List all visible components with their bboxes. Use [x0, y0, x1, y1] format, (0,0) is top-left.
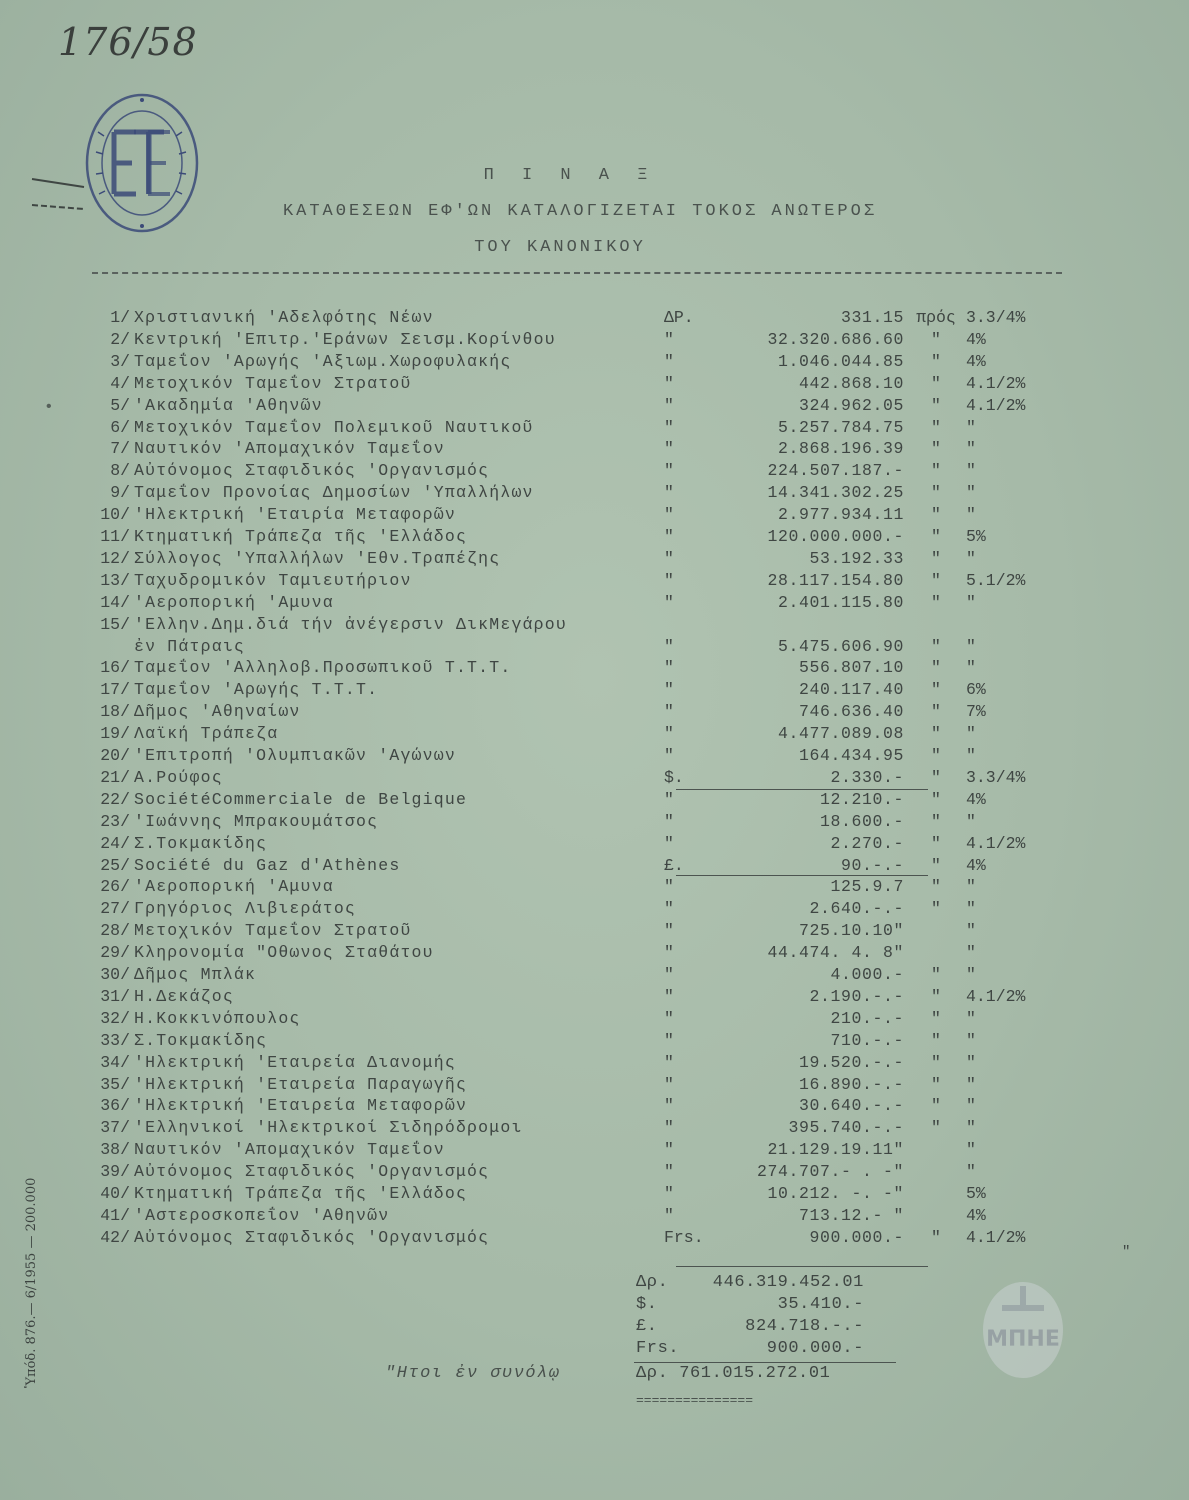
rate-marker: " — [931, 899, 941, 919]
row-number: 14/ — [100, 592, 130, 612]
row-number: 20/ — [100, 746, 130, 765]
depositor-name: Μετοχικόν Ταμεΐον Στρατοῦ — [134, 373, 412, 393]
row-number: 40/ — [100, 1184, 130, 1203]
rate-marker: " — [931, 1030, 941, 1050]
row-number: 34/ — [100, 1052, 130, 1072]
depositor-name: Σύλλογος 'Υπαλλήλων 'Εθν.Τραπέζης — [134, 548, 501, 568]
interest-rate: 4.1/2% — [966, 373, 1026, 393]
amount: 395.740.-.- — [788, 1118, 904, 1138]
depositor-name: Αὐτόνομος Σταφιδικός 'Οργανισμός — [134, 1162, 490, 1182]
rate-marker: " — [931, 439, 941, 459]
depositor-name: Σ.Τοκμακίδης — [134, 1030, 268, 1050]
interest-rate: " — [966, 1118, 976, 1138]
amount: 210.-.- — [830, 1008, 904, 1028]
depositor-name: Δῆμος 'Αθηναίων — [134, 702, 301, 722]
row-number: 13/ — [100, 570, 130, 590]
amount: 44.474. 4. 8" — [767, 943, 904, 963]
amount: 746.636.40 — [798, 702, 904, 722]
row-number: 32/ — [100, 1008, 130, 1028]
depositor-name: Η.Κοκκινόπουλος — [134, 1008, 301, 1028]
amount: 556.807.10 — [798, 658, 904, 678]
rate-marker: " — [931, 548, 941, 568]
rate-marker: " — [931, 483, 941, 503]
amount: 5.475.606.90 — [777, 636, 904, 656]
currency: " — [664, 680, 674, 700]
interest-rate: " — [966, 1030, 976, 1050]
depositor-name: 'Ηλεκτρική 'Εταιρεία Μεταφορῶν — [134, 1096, 468, 1116]
row-number: 23/ — [100, 811, 130, 831]
margin-quote-mark: " — [1122, 1244, 1131, 1260]
interest-rate: " — [966, 1162, 976, 1182]
document-subtitle-2: ΤΟΥ ΚΑΝΟΝΙΚΟΥ — [474, 238, 646, 257]
currency: " — [664, 461, 674, 481]
row-number: 35/ — [100, 1074, 130, 1094]
depositor-name: Ταχυδρομικόν Ταμιευτήριον — [134, 570, 412, 590]
currency: " — [664, 746, 674, 765]
rate-marker: " — [931, 986, 941, 1006]
currency: " — [664, 833, 674, 853]
amount: 5.257.784.75 — [777, 417, 904, 437]
amount: 164.434.95 — [798, 746, 904, 765]
row-number: 33/ — [100, 1030, 130, 1050]
interest-rate: 4.1/2% — [966, 833, 1026, 853]
rate-marker: " — [931, 417, 941, 437]
reference-number: 176/58 — [58, 20, 198, 64]
rate-marker: " — [931, 1118, 941, 1138]
amount: 442.868.10 — [798, 373, 904, 393]
total-currency: Δρ. — [636, 1273, 669, 1292]
grand-total-underline: =============== — [636, 1393, 754, 1408]
depositor-name: Η.Δεκάζος — [134, 986, 234, 1006]
interest-rate: " — [966, 877, 976, 897]
interest-rate: 4.1/2% — [966, 395, 1026, 415]
interest-rate: 7% — [966, 702, 986, 722]
amount: 19.520.-.- — [798, 1052, 904, 1072]
interest-rate: " — [966, 592, 976, 612]
depositor-name: Ταμεΐον Προνοίας Δημοσίων 'Υπαλλήλων — [134, 483, 534, 503]
amount: 90.-.- — [840, 855, 904, 875]
currency: " — [664, 724, 674, 744]
depositor-name: Α.Ρούφος — [134, 767, 223, 787]
amount: 2.401.115.80 — [777, 592, 904, 612]
rate-marker: πρός — [916, 308, 956, 327]
rate-marker: " — [931, 702, 941, 722]
depositor-name: Ταμεΐον 'Αλληλοβ.Προσωπικοῦ Τ.Τ.Τ. — [134, 658, 512, 678]
amount: 2.977.934.11 — [777, 505, 904, 525]
rate-marker: " — [931, 1096, 941, 1116]
depositor-name: Σ.Τοκμακίδης — [134, 833, 268, 853]
total-currency: £. — [636, 1317, 658, 1336]
currency: " — [664, 417, 674, 437]
interest-rate: 6% — [966, 680, 986, 700]
depositor-name: Λαϊκή Τράπεζα — [134, 724, 279, 744]
currency: " — [664, 527, 674, 546]
currency: " — [664, 1008, 674, 1028]
amount: 713.12.- " — [798, 1205, 904, 1225]
row-number: 21/ — [100, 767, 130, 787]
depositor-name: 'Αστεροσκοπεΐον 'Αθηνῶν — [134, 1205, 390, 1225]
amount: 30.640.-.- — [798, 1096, 904, 1116]
rate-marker: " — [931, 461, 941, 481]
currency: " — [664, 1140, 674, 1160]
row-number: 37/ — [100, 1118, 130, 1138]
row-number: 7/ — [110, 439, 130, 459]
interest-rate: 4.1/2% — [966, 986, 1026, 1006]
currency: " — [664, 943, 674, 963]
grand-total-label: "Ητοι ἐν συνόλῳ — [385, 1364, 561, 1383]
currency: £. — [664, 855, 684, 875]
depositor-name: ἐν Πάτραις — [134, 636, 246, 656]
depositor-name: Κτηματική Τράπεζα τῆς 'Ελλάδος — [134, 1184, 468, 1203]
currency: " — [664, 1096, 674, 1116]
interest-rate: " — [966, 724, 976, 744]
row-number: 4/ — [110, 373, 130, 393]
currency: " — [664, 505, 674, 525]
rate-marker: " — [931, 527, 941, 546]
interest-rate: 5% — [966, 527, 986, 546]
rate-marker: " — [931, 877, 941, 897]
depositor-name: Γρηγόριος Λιβιεράτος — [134, 899, 357, 919]
interest-rate: " — [966, 1096, 976, 1116]
currency: " — [664, 811, 674, 831]
row-number: 42/ — [100, 1227, 130, 1247]
currency: " — [664, 1162, 674, 1182]
subtotal-line-pound — [676, 1266, 928, 1267]
currency: " — [664, 592, 674, 612]
interest-rate: 4% — [966, 1205, 986, 1225]
interest-rate: " — [966, 811, 976, 831]
currency: " — [664, 636, 674, 656]
row-number: 29/ — [100, 943, 130, 963]
currency: " — [664, 702, 674, 722]
currency: " — [664, 1074, 674, 1094]
amount: 2.868.196.39 — [777, 439, 904, 459]
rate-marker: " — [931, 351, 941, 371]
interest-rate: 3.3/4% — [966, 308, 1026, 327]
depositor-name: Ταμεΐον 'Αρωγής Τ.Τ.Τ. — [134, 680, 379, 700]
total-amount: 824.718.-.- — [745, 1317, 864, 1336]
depositor-name: 'Ελληνικοί 'Ηλεκτρικοί Σιδηρόδρομοι — [134, 1118, 523, 1138]
rate-marker: " — [931, 505, 941, 525]
depositor-name: Société du Gaz d'Athènes — [134, 855, 401, 875]
subtotal-line-drachma — [676, 789, 928, 790]
rate-marker: " — [931, 680, 941, 700]
rate-marker: " — [931, 789, 941, 809]
interest-rate: " — [966, 417, 976, 437]
row-number: 11/ — [100, 527, 130, 546]
rate-marker: " — [931, 724, 941, 744]
row-number: 15/ — [100, 614, 130, 634]
interest-rate: " — [966, 439, 976, 459]
amount: 2.640.-.- — [809, 899, 904, 919]
interest-rate: " — [966, 965, 976, 984]
document-subtitle: ΚΑΤΑΘΕΣΕΩΝ ΕΦ'ΩΝ ΚΑΤΑΛΟΓΙΖΕΤΑΙ ΤΟΚΟΣ ΑΝΩΤΕΡΟΣ — [282, 202, 878, 221]
amount: 21.129.19.11" — [767, 1140, 904, 1160]
rate-marker: " — [931, 833, 941, 853]
row-number: 26/ — [100, 877, 130, 897]
depositor-name: 'Ηλεκτρική 'Εταιρεία Διανομής — [134, 1052, 456, 1072]
rate-marker: " — [931, 1008, 941, 1028]
currency: $. — [664, 767, 684, 787]
currency: " — [664, 899, 674, 919]
interest-rate: " — [966, 548, 976, 568]
row-number: 12/ — [100, 548, 130, 568]
currency: " — [664, 789, 674, 809]
row-number: 39/ — [100, 1162, 130, 1182]
rate-marker: " — [931, 1227, 941, 1247]
amount: 274.707.- . -" — [756, 1162, 904, 1182]
amount: 125.9.7 — [830, 877, 904, 897]
depositor-name: 'Ηλεκτρική 'Εταιρία Μεταφορῶν — [134, 505, 456, 525]
row-number: 41/ — [100, 1205, 130, 1225]
total-amount: 446.319.452.01 — [712, 1273, 864, 1292]
amount: 18.600.- — [819, 811, 904, 831]
currency: " — [664, 548, 674, 568]
row-number: 36/ — [100, 1096, 130, 1116]
margin-mark: • — [44, 398, 54, 416]
interest-rate: 4% — [966, 789, 986, 809]
amount: 1.046.044.85 — [777, 351, 904, 371]
depositor-name: Ναυτικόν 'Απομαχικόν Ταμεΐον — [134, 439, 445, 459]
amount: 4.477.089.08 — [777, 724, 904, 744]
interest-rate: 3.3/4% — [966, 767, 1026, 787]
currency: " — [664, 483, 674, 503]
depositor-name: 'Επιτροπή 'Ολυμπιακῶν 'Αγώνων — [134, 746, 456, 765]
interest-rate: " — [966, 1052, 976, 1072]
total-amount: 900.000.- — [766, 1339, 864, 1358]
depositor-name: Ταμεΐον 'Αρωγής 'Αξιωμ.Χωροφυλακής — [134, 351, 512, 371]
amount: 2.190.-.- — [809, 986, 904, 1006]
rate-marker: " — [931, 1052, 941, 1072]
amount: 2.270.- — [830, 833, 904, 853]
currency: " — [664, 1184, 674, 1203]
document-title: Π Ι Ν Α Ξ — [483, 166, 657, 185]
rate-marker: " — [931, 570, 941, 590]
rate-marker: " — [931, 855, 941, 875]
interest-rate: " — [966, 746, 976, 765]
depositor-name: 'Ηλεκτρική 'Εταιρεία Παραγωγῆς — [134, 1074, 468, 1094]
row-number: 38/ — [100, 1140, 130, 1160]
rate-marker: " — [931, 746, 941, 765]
depositor-name: Δῆμος Μπλάκ — [134, 965, 257, 984]
amount: 120.000.000.- — [767, 527, 904, 546]
depositor-name: Αὐτόνομος Σταφιδικός 'Οργανισμός — [134, 1227, 490, 1247]
amount: 12.210.- — [819, 789, 904, 809]
depositor-name: SociétéCommerciale de Belgique — [134, 789, 468, 809]
interest-rate: " — [966, 1008, 976, 1028]
archive-mark-text: ΜΠΗΕ — [986, 1327, 1060, 1352]
rate-marker: " — [931, 1074, 941, 1094]
currency: " — [664, 986, 674, 1006]
interest-rate: 5.1/2% — [966, 570, 1026, 590]
currency: " — [664, 921, 674, 941]
currency: " — [664, 1030, 674, 1050]
interest-rate: " — [966, 505, 976, 525]
row-number: 25/ — [100, 855, 130, 875]
interest-rate: " — [966, 899, 976, 919]
row-number: 19/ — [100, 724, 130, 744]
depositor-name: Μετοχικόν Ταμεΐον Πολεμικοῦ Ναυτικοῦ — [134, 417, 534, 437]
depositor-name: Μετοχικόν Ταμεΐον Στρατοῦ — [134, 921, 412, 941]
interest-rate: 4.1/2% — [966, 1227, 1026, 1247]
amount: 4.000.- — [830, 965, 904, 984]
row-number: 9/ — [110, 483, 130, 503]
total-currency: Frs. — [636, 1339, 680, 1358]
interest-rate: 4% — [966, 351, 986, 371]
row-number: 6/ — [110, 417, 130, 437]
amount: 16.890.-.- — [798, 1074, 904, 1094]
total-amount: 35.410.- — [777, 1295, 864, 1314]
interest-rate: " — [966, 1140, 976, 1160]
row-number: 3/ — [110, 351, 130, 371]
amount: 2.330.- — [830, 767, 904, 787]
depositor-name: 'Ελλην.Δημ.διά τήν ἀνέγερσιν ΔικΜεγάρου — [134, 614, 567, 634]
amount: 10.212. -. -" — [767, 1184, 904, 1203]
rate-marker: " — [931, 373, 941, 393]
row-number: 30/ — [100, 965, 130, 984]
grand-total-value: Δρ. 761.015.272.01 — [636, 1364, 831, 1383]
amount: 32.320.686.60 — [767, 329, 904, 349]
currency: " — [664, 570, 674, 590]
currency: " — [664, 373, 674, 393]
amount: 240.117.40 — [798, 680, 904, 700]
row-number: 17/ — [100, 680, 130, 700]
amount: 224.507.187.- — [767, 461, 904, 481]
amount: 14.341.302.25 — [767, 483, 904, 503]
depositor-name: Κληρονομία "Οθωνος Σταθάτου — [134, 943, 434, 963]
header-divider — [92, 272, 1062, 274]
depositor-name: Κτηματική Τράπεζα τῆς 'Ελλάδος — [134, 527, 468, 546]
row-number: 27/ — [100, 899, 130, 919]
rate-marker: " — [931, 636, 941, 656]
row-number: 24/ — [100, 833, 130, 853]
currency: " — [664, 329, 674, 349]
rate-marker: " — [931, 329, 941, 349]
amount: 900.000.- — [809, 1227, 904, 1247]
depositor-name: Χριστιανική 'Αδελφότης Νέων — [134, 308, 434, 327]
totals-line — [634, 1362, 896, 1363]
currency: " — [664, 351, 674, 371]
amount: 324.962.05 — [798, 395, 904, 415]
amount: 28.117.154.80 — [767, 570, 904, 590]
depositor-name: 'Ακαδημία 'Αθηνῶν — [134, 395, 323, 415]
row-number: 2/ — [110, 329, 130, 349]
depositor-name: Ναυτικόν 'Απομαχικόν Ταμεΐον — [134, 1140, 445, 1160]
currency: " — [664, 439, 674, 459]
depositor-name: 'Αεροπορική 'Αμυνα — [134, 877, 334, 897]
interest-rate: 4% — [966, 329, 986, 349]
interest-rate: 4% — [966, 855, 986, 875]
row-number: 5/ — [110, 395, 130, 415]
row-number: 18/ — [100, 702, 130, 722]
interest-rate: " — [966, 921, 976, 941]
currency: " — [664, 1205, 674, 1225]
depositor-name: Κεντρική 'Επιτρ.'Εράνων Σεισμ.Κορίνθου — [134, 329, 556, 349]
currency: " — [664, 1052, 674, 1072]
rate-marker: " — [931, 395, 941, 415]
currency: " — [664, 395, 674, 415]
row-number: 31/ — [100, 986, 130, 1006]
currency: " — [664, 1118, 674, 1138]
depositor-name: Αὐτόνομος Σταφιδικός 'Οργανισμός — [134, 461, 490, 481]
rate-marker: " — [931, 592, 941, 612]
interest-rate: " — [966, 658, 976, 678]
amount: 725.10.10" — [798, 921, 904, 941]
row-number: 1/ — [110, 308, 130, 327]
row-number: 22/ — [100, 789, 130, 809]
interest-rate: 5% — [966, 1184, 986, 1203]
rate-marker: " — [931, 965, 941, 984]
interest-rate: " — [966, 943, 976, 963]
subtotal-line-dollar — [676, 875, 928, 876]
currency: " — [664, 658, 674, 678]
depositor-name: 'Ιωάννης Μπρακουμάτσος — [134, 811, 379, 831]
depositor-name: 'Αεροπορική 'Αμυνα — [134, 592, 334, 612]
rate-marker: " — [931, 811, 941, 831]
rate-marker: " — [931, 658, 941, 678]
printer-side-note: Ὑπόδ. 876.— 6/1955 — 200.000 — [24, 1177, 39, 1388]
currency: Frs. — [664, 1227, 704, 1247]
amount: 53.192.33 — [809, 548, 904, 568]
interest-rate: " — [966, 636, 976, 656]
amount: 710.-.- — [830, 1030, 904, 1050]
archive-watermark-logo — [980, 1278, 1066, 1382]
row-number: 10/ — [100, 505, 130, 525]
rate-marker: " — [931, 767, 941, 787]
total-currency: $. — [636, 1295, 658, 1314]
interest-rate: " — [966, 461, 976, 481]
interest-rate: " — [966, 483, 976, 503]
amount: 331.15 — [840, 308, 904, 327]
currency: " — [664, 877, 674, 897]
row-number: 8/ — [110, 461, 130, 481]
currency: " — [664, 965, 674, 984]
row-number: 28/ — [100, 921, 130, 941]
row-number: 16/ — [100, 658, 130, 678]
currency: ΔΡ. — [664, 308, 694, 327]
interest-rate: " — [966, 1074, 976, 1094]
